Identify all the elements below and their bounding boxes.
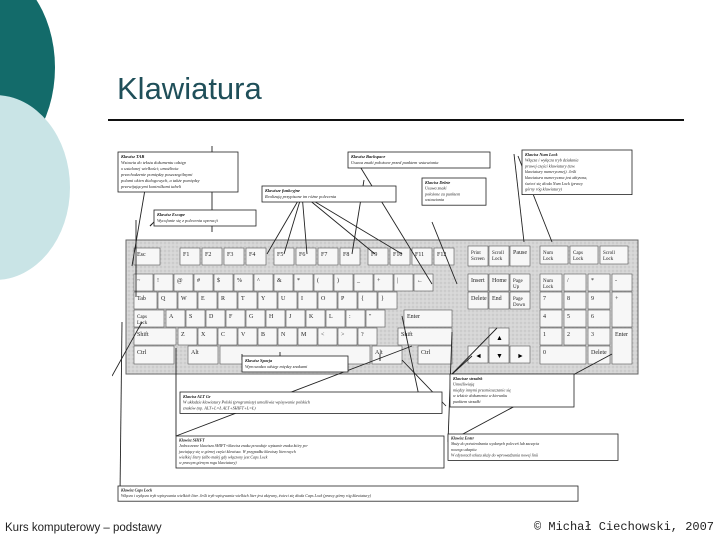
key-num-row-12 [374,274,393,291]
key-numpad-0 [540,274,562,291]
key-space-row-4 [418,346,452,364]
annotation-title: Klawisz Delete [425,179,451,185]
key-top-row-5 [238,292,257,309]
key-home-row-1 [166,310,185,327]
key-label: - [615,278,617,284]
key-top-row-0 [134,292,157,309]
annotation-title: Klawisze funkcyjne [265,188,301,193]
key-numpad-14 [612,328,632,364]
key-label: U [281,296,286,302]
key-num-row-9 [314,274,333,291]
key-label: Scroll [492,251,504,256]
slide-title: Klawiatura [117,71,262,106]
annotation-escape [154,210,256,226]
key-label: F3 [227,252,234,258]
key-label: A [169,314,174,320]
key-label: Lock [603,257,614,262]
key-label: 4 [543,314,546,320]
key-nav-top-1 [489,274,509,291]
annotation-line: Wstawia do tekstu dokumentu odstęp [121,160,186,165]
arrow-icon: ▲ [496,335,503,342]
annotation-line: między innymi przemieszczanie się [453,387,512,393]
key-home-row-7 [286,310,305,327]
annotation-title: Klawisz Num Lock [525,151,558,157]
annotation-line: wielkiej litery (albo małej gdy włączony jest Caps Lock [179,454,268,460]
key-num-row-11 [354,274,373,291]
arrow-icon: ◄ [475,353,482,360]
key-label: Tab [137,296,146,302]
key-label: % [237,278,242,284]
key-label: Q [161,296,166,302]
key-numpad-7 [612,292,632,327]
key-label: Scroll [603,251,615,256]
key-bottom-row-3 [218,328,237,345]
annotation-line: W edytorach tekstu służy do wprowadzania nowej linii [451,452,539,458]
key-num-row-7 [274,274,293,291]
key-label: Ctrl [137,350,147,356]
key-top-row-3 [198,292,217,309]
key-num-row-2 [174,274,193,291]
annotation-space [242,356,348,372]
annotation-line: Wprowadza odstęp między znakami [245,364,308,369]
key-label: 6 [591,314,594,320]
key-label: ! [157,278,159,284]
key-label: Insert [471,278,485,284]
annotation-line: Usuwa znaki [425,185,447,191]
key-f12 [434,248,454,265]
key-label: Delete [591,350,607,356]
key-home-row-2 [186,310,205,327]
key-label: F9 [371,252,378,258]
key-label: Lock [137,321,148,326]
key-home-row-5 [246,310,265,327]
key-label: F7 [321,252,328,258]
key-label: + [377,278,381,284]
annotation-line: o ustalonej wielkości; umożliwia [121,166,179,171]
annotation-title: Klawisz Escape [157,212,185,217]
key-sys-0 [468,246,488,266]
annotation-line: w tekście dokumentu w kierunku [453,393,508,399]
key-label: K [309,314,314,320]
key-label: 3 [591,332,594,338]
key-f4 [246,248,266,265]
key-space-row-1 [188,346,218,364]
key-label: W [181,296,187,302]
key-label: > [341,332,345,338]
arrow-icon: ▼ [496,353,503,360]
key-f5 [274,248,294,265]
key-f7 [318,248,338,265]
annotation-line: górny róg klawiatury) [525,186,562,192]
key-bottom-row-7 [298,328,317,345]
key-num-row-6 [254,274,273,291]
key-numpad-2 [588,274,610,291]
key-label: F5 [277,252,284,258]
annotation-title: Klawisz Caps Lock [121,487,153,493]
key-label: : [349,314,351,320]
key-lock-2 [600,246,628,264]
key-home-row-8 [306,310,325,327]
key-numpad-11 [540,328,562,345]
footer-copyright: © Michał Ciechowski, 2007 [533,520,714,534]
key-label: Alt [191,350,199,356]
annotation-arrows [450,374,574,407]
key-label: * [297,278,300,284]
annotation-line: Jednoczesne klawisza SHIFT+klawisz znaku powoduje wpisanie znaku który po- [179,443,309,449]
annotation-capslock [118,486,578,501]
key-label: Alt [375,350,383,356]
key-label: # [197,278,200,284]
key-label: 7 [543,296,546,302]
key-label: J [289,314,292,320]
key-label: Enter [407,314,420,320]
annotation-line: Realizują przypisane im różne polecenia [265,194,337,199]
key-label: { [361,296,364,302]
key-num-row-1 [154,274,173,291]
key-f2 [202,248,222,265]
annotation-line: Usuwa znaki położone przed punktem wstawiania [351,160,439,165]
key-top-row-1 [158,292,177,309]
key-top-row-12 [378,292,397,309]
key-f8 [340,248,360,265]
key-numpad-13 [588,328,610,345]
key-numpad-15 [540,346,586,364]
key-f6 [296,248,316,265]
key-top-row-6 [258,292,277,309]
annotation-line: klawiatura numeryczna jest aktywna, [525,175,588,180]
key-label: ? [361,332,364,338]
annotation-enter [448,434,618,460]
key-top-row-9 [318,292,337,309]
key-label: F12 [437,252,447,258]
key-label: F8 [343,252,350,258]
key-sys-2 [510,246,530,266]
key-nav-top-2 [510,274,530,291]
annotation-tab [118,152,238,192]
key-numpad-6 [588,292,610,309]
key-label: I [301,296,303,302]
key-label: V [241,332,246,338]
key-num-row-8 [294,274,313,291]
key-label: 1 [543,332,546,338]
key-nav-top-0 [468,274,488,291]
key-space-row-3 [372,346,402,364]
key-label: X [201,332,206,338]
key-label: ) [337,278,339,284]
annotation-line: znaków (np. ALT+L=Ł ALT+SHIFT+L=Ł) [183,405,256,411]
annotation-line: klawiatury numerycznej). Jeśli [525,169,577,175]
key-label: T [241,296,245,302]
annotation-numlock [522,150,632,195]
annotation-line: Umożliwiają [453,381,475,387]
annotation-line: prawej części klawiatury (tzw. [525,163,576,169]
key-bottom-row-5 [258,328,277,345]
key-bottom-row-9 [338,328,357,345]
footer-course: Kurs komputerowy – podstawy [5,522,162,534]
key-label: Z [181,332,185,338]
key-numpad-9 [564,310,586,327]
keyboard-keys [134,246,632,364]
key-label: Home [492,278,507,284]
annotation-line: przewijającymi kontrolkami tabeli [121,184,182,189]
key-label: ← [417,278,423,284]
key-label: Lock [543,285,554,290]
arrow-icon: ► [517,353,524,360]
key-label: @ [177,278,183,284]
key-home-row-11 [366,310,385,327]
key-label: Lock [492,257,503,262]
annotation-line: Włącza i wyłącza tryb działania [525,157,579,163]
key-label: _ [357,278,360,284]
key-label: F2 [205,252,212,258]
key-label: 9 [591,296,594,302]
key-label: F [229,314,233,320]
annotation-title: Klawisz ALT Gr [183,393,211,399]
key-shift-left [134,328,176,345]
key-nav-bottom-1 [489,292,509,309]
key-label: F1 [183,252,190,258]
annotation-line: w prawym górnym rogu klawiatury) [179,460,237,465]
key-label: R [221,296,226,302]
key-num-row-0 [134,274,153,291]
key-label: Num [543,251,553,256]
key-label: P [341,296,345,302]
key-label: } [381,296,384,302]
key-label: * [591,278,594,284]
key-label: Lock [543,257,554,262]
key-numpad-4 [540,292,562,309]
annotation-shift [176,436,444,468]
key-home-row-9 [326,310,345,327]
key-bottom-row-8 [318,328,337,345]
key-label: G [249,314,254,320]
key-arrow-3 [510,346,530,363]
key-numpad-8 [540,310,562,327]
key-top-row-2 [178,292,197,309]
annotation-title: Klawisz TAB [121,154,145,159]
key-label: 2 [567,332,570,338]
key-sys-1 [489,246,509,266]
key-num-row-3 [194,274,213,291]
key-label: C [221,332,226,338]
key-home-row-3 [206,310,225,327]
key-home-row-4 [226,310,245,327]
key-bottom-row-10 [358,328,377,345]
annotation-title: Klawisz Enter [451,435,475,441]
key-top-row-4 [218,292,237,309]
key-label: Y [261,296,266,302]
key-label: F10 [393,252,403,258]
key-numpad-5 [564,292,586,309]
title-rule [108,119,684,121]
annotation-line: przechodzenie pomiędzy poszczególnymi [121,172,193,177]
key-label: Esc [137,252,146,258]
key-label: Lock [573,257,584,262]
annotation-title: Klawisz Spacja [245,358,273,363]
annotation-backspace [348,152,490,168]
key-label: ( [317,278,319,284]
key-top-row-10 [338,292,357,309]
key-space-row-0 [134,346,174,364]
key-label: F6 [299,252,306,258]
annotation-title: Klawisze strzałek [453,375,483,381]
key-lock-1 [570,246,598,264]
key-label: Ctrl [421,350,431,356]
key-label: 0 [543,350,546,356]
key-numpad-10 [588,310,610,327]
key-label: B [261,332,266,338]
key-label: $ [217,278,220,284]
key-label: F11 [415,252,425,258]
key-bottom-row-6 [278,328,297,345]
key-label: Down [513,303,526,308]
key-label: Shift [401,332,413,338]
key-label: | [397,278,399,284]
key-numpad-3 [612,274,632,291]
annotation-line: wstawiania [425,197,445,203]
annotation-delete [422,178,486,205]
key-label: Page [513,279,523,284]
annotation-function [262,186,396,202]
key-label: Print [471,251,481,256]
key-nav-bottom-0 [468,292,488,309]
key-label: M [301,332,307,338]
key-top-row-11 [358,292,377,309]
key-lock-0 [540,246,568,264]
key-numpad-1 [564,274,586,291]
key-label: " [369,314,372,320]
key-num-row-10 [334,274,353,291]
key-bottom-row-2 [198,328,217,345]
key-label: L [329,314,333,320]
annotation-line: Włącza i wyłącza tryb wpisywania wielkich liter. Jeśli tryb wpisywania wielkich liter jest aktywny, świeci się dioda Caps Lock (prawy górny róg klawiatury) [121,493,371,499]
key-arrow-2 [489,346,509,363]
annotation-title: Klawisz SHIFT [179,437,205,443]
annotation-line: punktem strzałki [453,399,481,404]
key-label: D [209,314,214,320]
key-num-row-5 [234,274,253,291]
key-label: Num [543,279,553,284]
key-top-row-7 [278,292,297,309]
key-label: F4 [249,252,256,258]
key-nav-bottom-2 [510,292,530,309]
annotation-line: jawiający się w górnej części klawisza. W przypadku klawiszy literowych [179,448,296,454]
key-label: 8 [567,296,570,302]
key-label: Caps [573,251,583,256]
annotation-altgr [180,392,442,413]
key-numpad-12 [564,328,586,345]
key-label: ^ [257,278,260,284]
key-label: E [201,296,205,302]
key-label: N [281,332,286,338]
annotation-line: położone za punktem [425,191,461,197]
annotation-line: Wycofanie się z polecenia operacji [157,218,218,223]
annotation-line: Służy do potwierdzania wydanych poleceń lub zaczęcia [451,441,540,447]
key-bottom-row-1 [178,328,197,345]
key-home-row-10 [346,310,365,327]
annotation-line: świeci się dioda Num Lock (prawy [525,180,583,186]
key-label: Caps [137,315,147,320]
key-home-row-6 [266,310,285,327]
key-label: Page [513,297,523,302]
key-label: Up [513,285,520,290]
key-label: & [277,278,282,284]
decorative-light-circle [0,95,70,280]
key-enter [404,310,452,327]
key-label: H [269,314,274,320]
annotation-line: W układzie klawiatury Polski (programisty) umożliwia wpisywanie polskich [183,399,310,405]
key-label: < [321,332,325,338]
annotation-title: Klawisz Backspace [351,154,386,159]
annotation-line: nowego akapitu [451,446,477,452]
key-arrow-0 [489,328,509,345]
key-num-row-13 [394,274,413,291]
annotation-line: polami okien dialogowych, a także pomiędzy [121,178,200,183]
key-label: Shift [137,332,149,338]
key-label: O [321,296,326,302]
key-f1 [180,248,200,265]
key-caps-lock [134,310,164,327]
key-label: S [189,314,193,320]
key-label: Pause [513,250,527,256]
key-label: End [492,296,502,302]
key-label: + [615,296,619,302]
key-label: / [567,278,569,284]
key-f10 [390,248,410,265]
key-label: Screen [471,257,485,262]
key-label: ~ [137,278,141,284]
key-label: 5 [567,314,570,320]
key-top-row-8 [298,292,317,309]
key-f3 [224,248,244,265]
key-num-row-14 [414,274,433,291]
key-esc [134,248,160,265]
key-label: Delete [471,296,487,302]
key-label: Enter [615,332,628,338]
key-bottom-row-4 [238,328,257,345]
keyboard-diagram [112,146,642,516]
key-num-row-4 [214,274,233,291]
